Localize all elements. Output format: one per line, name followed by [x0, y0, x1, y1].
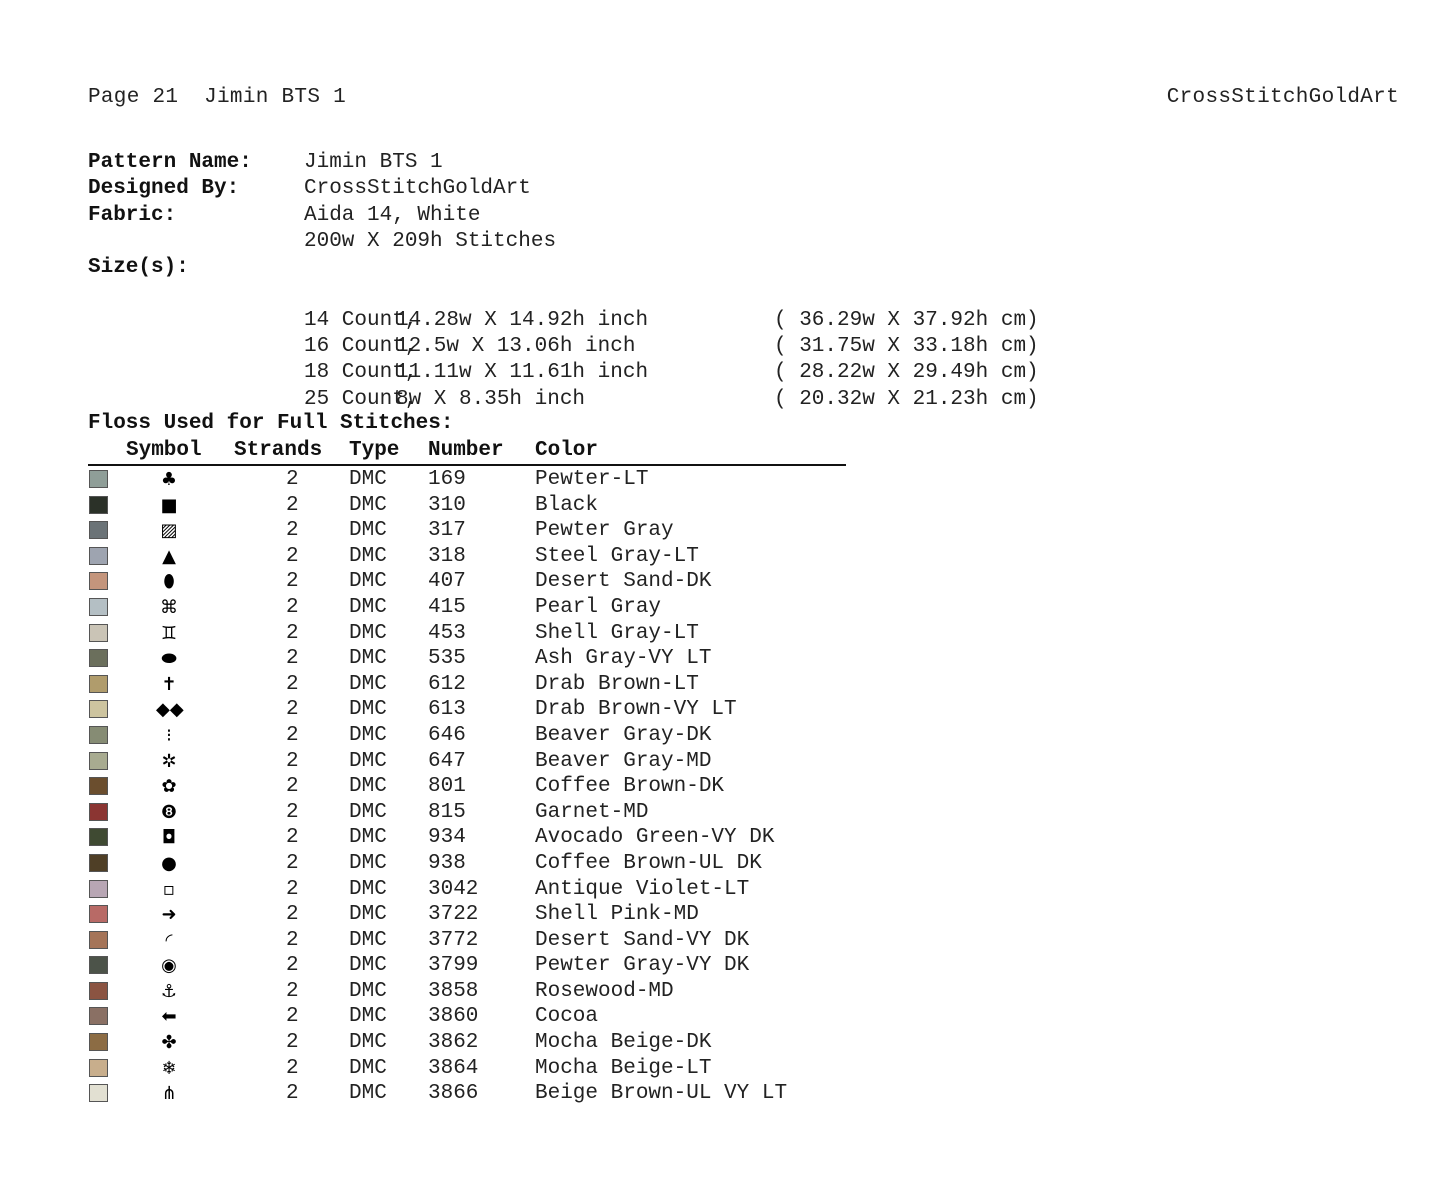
floss-row: [88, 825, 848, 851]
color-name-cell: Cocoa: [535, 1005, 599, 1029]
floss-row: [88, 467, 848, 493]
number-cell: 3866: [428, 1082, 479, 1106]
number-cell: 415: [428, 595, 466, 619]
fabric: Aida 14, White: [304, 203, 481, 227]
color-name-cell: Beaver Gray-DK: [535, 723, 712, 747]
type-cell: DMC: [349, 877, 387, 901]
floss-row: [88, 544, 848, 570]
stitch-symbol-icon: ◜: [165, 929, 173, 951]
color-swatch: [89, 752, 108, 770]
type-cell: DMC: [349, 954, 387, 978]
number-cell: 169: [428, 468, 466, 491]
strands-cell: 2: [286, 826, 299, 850]
color-name-cell: Steel Gray-LT: [535, 544, 699, 568]
floss-row: [88, 493, 848, 519]
stitch-symbol-icon: ▫: [162, 878, 176, 900]
page-header-right: CrossStitchGoldArt: [1166, 86, 1399, 109]
color-swatch: [89, 828, 108, 846]
size-line: 18 Count, 11.11w X 11.61h inch ( 28.22w X 29.49h cm): [304, 361, 1039, 385]
color-swatch: [89, 726, 108, 744]
floss-row: [88, 774, 848, 800]
type-cell: DMC: [349, 519, 387, 543]
floss-row: [88, 672, 848, 698]
number-cell: 801: [428, 775, 466, 799]
col-header-color: Color: [535, 439, 599, 462]
strands-cell: 2: [286, 903, 299, 927]
number-cell: 453: [428, 621, 466, 645]
number-cell: 3860: [428, 1005, 479, 1029]
floss-row: [88, 928, 848, 954]
type-cell: DMC: [349, 647, 387, 671]
floss-row: [88, 851, 848, 877]
number-cell: 938: [428, 851, 466, 875]
stitch-symbol-icon: ♣: [160, 469, 178, 490]
type-cell: DMC: [349, 826, 387, 850]
type-cell: DMC: [349, 544, 387, 568]
strands-cell: 2: [286, 877, 299, 901]
floss-row: [88, 697, 848, 723]
type-cell: DMC: [349, 570, 387, 594]
number-cell: 3862: [428, 1031, 479, 1055]
color-swatch: [89, 624, 108, 642]
size-line: 16 Count, 12.5w X 13.06h inch ( 31.75w X 33.18h cm): [304, 335, 1039, 359]
strands-cell: 2: [286, 595, 299, 619]
type-cell: DMC: [349, 1056, 387, 1080]
strands-cell: 2: [286, 954, 299, 978]
color-swatch: [89, 982, 108, 1000]
number-cell: 310: [428, 493, 466, 517]
col-header-strands: Strands: [234, 439, 323, 462]
floss-row: [88, 1056, 848, 1082]
color-swatch: [89, 1059, 108, 1077]
floss-row: [88, 518, 848, 544]
type-cell: DMC: [349, 1031, 387, 1055]
strands-cell: 2: [286, 1031, 299, 1055]
pattern-info: [88, 150, 1039, 411]
strands-cell: 2: [286, 979, 299, 1003]
stitch-symbol-icon: ❽: [160, 801, 178, 823]
color-swatch: [89, 470, 108, 488]
floss-row: [88, 621, 848, 647]
stitch-symbol-icon: ⋔: [161, 1083, 177, 1105]
color-swatch: [89, 496, 108, 514]
strands-cell: 2: [286, 621, 299, 645]
color-name-cell: Avocado Green-VY DK: [535, 826, 775, 850]
strands-cell: 2: [286, 519, 299, 543]
floss-title: Floss Used for Full Stitches:: [88, 412, 454, 435]
type-cell: DMC: [349, 979, 387, 1003]
number-cell: 407: [428, 570, 466, 594]
color-swatch: [89, 521, 108, 539]
color-name-cell: Beige Brown-UL VY LT: [535, 1082, 788, 1106]
strands-cell: 2: [286, 928, 299, 952]
color-name-cell: Coffee Brown-UL DK: [535, 851, 762, 875]
color-name-cell: Pewter Gray: [535, 519, 674, 543]
stitch-symbol-icon: ▲: [162, 545, 176, 567]
color-swatch: [89, 956, 108, 974]
stitch-symbol-icon: ●: [161, 852, 177, 874]
number-cell: 535: [428, 647, 466, 671]
floss-row: [88, 902, 848, 928]
number-cell: 3042: [428, 877, 479, 901]
stitch-count: 200w X 209h Stitches: [304, 229, 557, 253]
strands-cell: 2: [286, 672, 299, 696]
stitch-symbol-icon: ❄: [161, 1057, 177, 1079]
color-name-cell: Pewter-LT: [535, 468, 649, 491]
floss-row: [88, 953, 848, 979]
strands-cell: 2: [286, 468, 299, 491]
stitch-symbol-icon: ◉: [161, 955, 177, 977]
color-swatch: [89, 880, 108, 898]
stitch-symbol-icon: ◘: [161, 827, 177, 849]
number-cell: 613: [428, 698, 466, 722]
color-swatch: [89, 854, 108, 872]
stitch-symbol-icon: ◆◆: [156, 699, 184, 721]
number-cell: 3722: [428, 903, 479, 927]
floss-row: [88, 1081, 848, 1107]
sizes-label: Size(s):: [88, 256, 189, 280]
color-name-cell: Beaver Gray-MD: [535, 749, 712, 773]
strands-cell: 2: [286, 749, 299, 773]
strands-cell: 2: [286, 800, 299, 824]
floss-table: [88, 467, 848, 1107]
strands-cell: 2: [286, 1056, 299, 1080]
type-cell: DMC: [349, 468, 387, 491]
color-name-cell: Drab Brown-LT: [535, 672, 699, 696]
stitch-symbol-icon: ⬅: [161, 1006, 177, 1028]
stitch-symbol-icon: ▨: [160, 520, 178, 542]
number-cell: 3864: [428, 1056, 479, 1080]
color-swatch: [89, 649, 108, 667]
color-swatch: [89, 931, 108, 949]
color-swatch: [89, 572, 108, 590]
color-name-cell: Shell Pink-MD: [535, 903, 699, 927]
number-cell: 646: [428, 723, 466, 747]
type-cell: DMC: [349, 800, 387, 824]
color-swatch: [89, 1084, 108, 1102]
number-cell: 3772: [428, 928, 479, 952]
type-cell: DMC: [349, 928, 387, 952]
strands-cell: 2: [286, 570, 299, 594]
stitch-symbol-icon: ✿: [161, 776, 177, 798]
number-cell: 3858: [428, 979, 479, 1003]
stitch-symbol-icon: ♊: [160, 622, 178, 644]
strands-cell: 2: [286, 851, 299, 875]
number-cell: 317: [428, 519, 466, 543]
color-name-cell: Antique Violet-LT: [535, 877, 750, 901]
stitch-symbol-icon: ⁝: [166, 724, 172, 746]
color-name-cell: Desert Sand-DK: [535, 570, 712, 594]
color-name-cell: Desert Sand-VY DK: [535, 928, 750, 952]
color-name-cell: Mocha Beige-LT: [535, 1056, 712, 1080]
stitch-symbol-icon: ✝: [161, 673, 177, 695]
color-swatch: [89, 1033, 108, 1051]
strands-cell: 2: [286, 647, 299, 671]
strands-cell: 2: [286, 1005, 299, 1029]
color-swatch: [89, 675, 108, 693]
floss-row: [88, 1004, 848, 1030]
color-swatch: [89, 700, 108, 718]
type-cell: DMC: [349, 723, 387, 747]
designed-by-label: Designed By:: [88, 177, 240, 201]
floss-row: [88, 979, 848, 1005]
number-cell: 318: [428, 544, 466, 568]
strands-cell: 2: [286, 1082, 299, 1106]
stitch-symbol-icon: ➜: [161, 904, 177, 926]
fabric-label: Fabric:: [88, 203, 177, 227]
strands-cell: 2: [286, 493, 299, 517]
strands-cell: 2: [286, 698, 299, 722]
type-cell: DMC: [349, 672, 387, 696]
number-cell: 815: [428, 800, 466, 824]
stitch-symbol-icon: ⬬: [161, 648, 177, 670]
number-cell: 612: [428, 672, 466, 696]
col-header-type: Type: [349, 439, 400, 462]
color-name-cell: Mocha Beige-DK: [535, 1031, 712, 1055]
type-cell: DMC: [349, 749, 387, 773]
color-name-cell: Pewter Gray-VY DK: [535, 954, 750, 978]
color-swatch: [89, 547, 108, 565]
color-name-cell: Pearl Gray: [535, 595, 662, 619]
floss-row: [88, 569, 848, 595]
col-header-number: Number: [428, 439, 504, 462]
strands-cell: 2: [286, 544, 299, 568]
stitch-symbol-icon: ✤: [161, 1032, 177, 1054]
type-cell: DMC: [349, 595, 387, 619]
stitch-symbol-icon: ■: [160, 494, 178, 516]
color-name-cell: Drab Brown-VY LT: [535, 698, 737, 722]
color-name-cell: Black: [535, 493, 599, 517]
type-cell: DMC: [349, 851, 387, 875]
color-name-cell: Shell Gray-LT: [535, 621, 699, 645]
stitch-symbol-icon: ⬮: [163, 571, 175, 593]
designed-by: CrossStitchGoldArt: [304, 177, 531, 201]
pattern-name: Jimin BTS 1: [304, 151, 443, 174]
color-name-cell: Garnet-MD: [535, 800, 649, 824]
number-cell: 647: [428, 749, 466, 773]
color-name-cell: Rosewood-MD: [535, 979, 674, 1003]
type-cell: DMC: [349, 493, 387, 517]
col-header-symbol: Symbol: [126, 439, 202, 462]
strands-cell: 2: [286, 723, 299, 747]
floss-row: [88, 800, 848, 826]
color-swatch: [89, 803, 108, 821]
number-cell: 3799: [428, 954, 479, 978]
color-swatch: [89, 1007, 108, 1025]
type-cell: DMC: [349, 698, 387, 722]
color-swatch: [89, 905, 108, 923]
stitch-symbol-icon: ⌘: [160, 596, 178, 618]
color-swatch: [89, 598, 108, 616]
size-line: 25 Count, 8w X 8.35h inch ( 20.32w X 21.23h cm): [304, 387, 1039, 411]
type-cell: DMC: [349, 621, 387, 645]
pattern-name-label: Pattern Name:: [88, 151, 252, 174]
header-rule: [88, 464, 846, 466]
type-cell: DMC: [349, 903, 387, 927]
type-cell: DMC: [349, 775, 387, 799]
page-header-left: Page 21 Jimin BTS 1: [88, 86, 347, 109]
color-name-cell: Ash Gray-VY LT: [535, 647, 712, 671]
floss-row: [88, 749, 848, 775]
number-cell: 934: [428, 826, 466, 850]
size-line: 14 Count, 14.28w X 14.92h inch ( 36.29w X 37.92h cm): [304, 308, 1039, 332]
floss-row: [88, 723, 848, 749]
stitch-symbol-icon: ✲: [161, 750, 177, 772]
color-name-cell: Coffee Brown-DK: [535, 775, 725, 799]
floss-row: [88, 1030, 848, 1056]
color-swatch: [89, 777, 108, 795]
floss-row: [88, 646, 848, 672]
stitch-symbol-icon: ⚓: [160, 980, 178, 1002]
strands-cell: 2: [286, 775, 299, 799]
floss-row: [88, 595, 848, 621]
type-cell: DMC: [349, 1082, 387, 1106]
floss-row: [88, 877, 848, 903]
type-cell: DMC: [349, 1005, 387, 1029]
